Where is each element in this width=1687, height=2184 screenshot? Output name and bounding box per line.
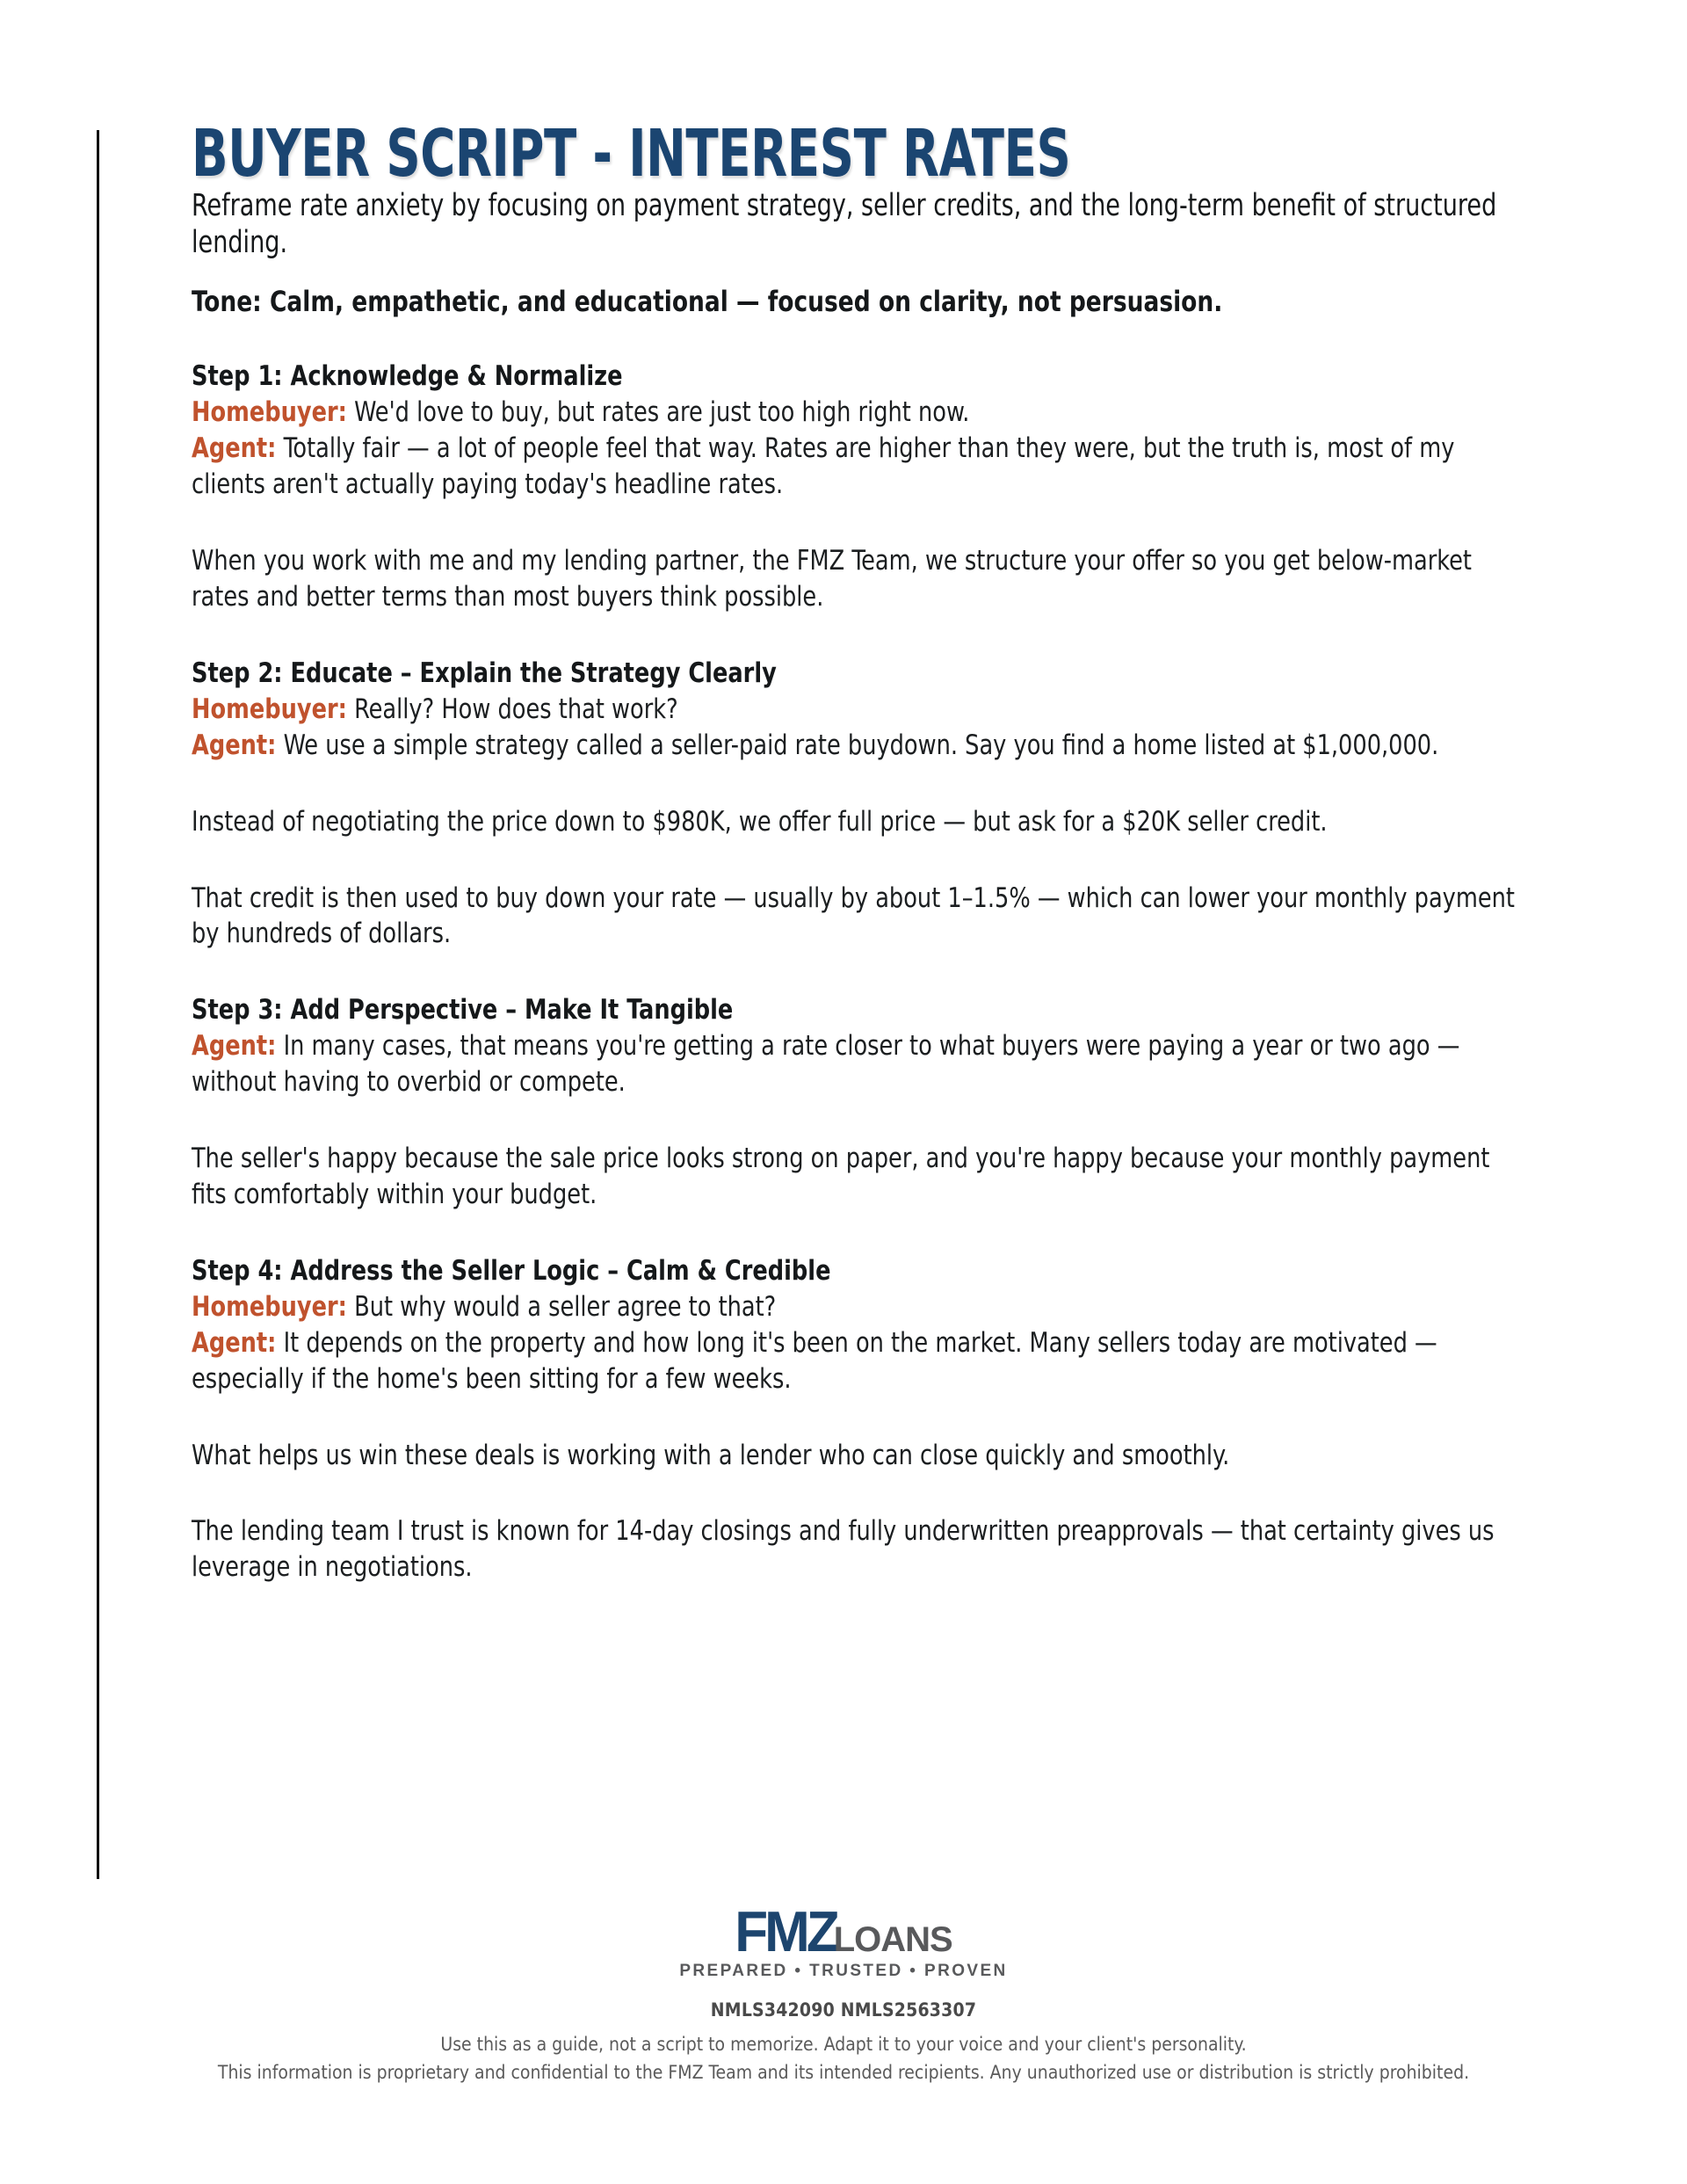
speaker-label: Homebuyer: [192,693,347,725]
page-footer [0,1900,1687,2086]
speaker-label: Homebuyer: [192,396,347,429]
step-heading: Step 1: Acknowledge & Normalize [192,360,623,393]
script-steps [192,359,1527,1585]
dialogue-line [192,431,1531,503]
narrative-paragraph: What helps us win these deals is working with a lender who can close quickly and smoothly. [192,1439,1230,1471]
step-heading: Step 2: Educate – Explain the Strategy Clearly [192,657,777,689]
logo-tagline: PREPARED • TRUSTED • PROVEN [679,1962,1008,1980]
dialogue-text: We'd love to buy, but rates are just too high right now. [346,396,970,429]
page-title: BUYER SCRIPT - INTEREST RATES [192,116,1071,192]
logo-wordmark-row [679,1900,1007,1964]
speaker-label: Agent: [192,729,277,761]
document-content [192,116,1527,1585]
logo-loans-text: LOANS [833,1920,952,1959]
dialogue-text: Really? How does that work? [346,693,678,725]
narrative-paragraph: When you work with me and my lending partner, the FMZ Team, we structure your offer so you get below-market rates and better terms than most buyers think possible. [192,545,1472,613]
dialogue-text: It depends on the property and how long it's been on the market. Many sellers today are motivated — especially if the home's been sitting for a few weeks. [192,1326,1437,1395]
fmz-loans-logo [679,1900,1008,1980]
logo-fmz-text: FMZ [735,1900,836,1964]
dialogue-text: Totally fair — a lot of people feel that way. Rates are higher than they were, but the truth is, most of my clients aren't actually paying today's headline rates. [192,432,1455,501]
step-section-1 [192,359,1527,614]
nmls-ids: NMLS342090 NMLS2563307 [710,1999,977,2021]
step-heading: Step 3: Add Perspective – Make It Tangible [192,994,734,1027]
narrative-paragraph: That credit is then used to buy down your rate — usually by about 1–1.5% — which can lower your monthly payment by hundreds of dollars. [192,882,1515,950]
narrative-paragraph: The seller's happy because the sale price looks strong on paper, and you're happy because your monthly payment fits comfortably within your budget. [192,1143,1490,1210]
dialogue-line [192,1325,1531,1397]
dialogue-text: But why would a seller agree to that? [346,1290,777,1323]
speaker-label: Agent: [192,432,277,465]
dialogue-text: In many cases, that means you're getting a rate closer to what buyers were paying a year or two ago — without having to overbid or compete. [192,1030,1460,1099]
dialogue-line [192,395,1531,431]
disclaimer-line-2: This information is proprietary and confidential to the FMZ Team and its intended recipients. Any unauthorized use or distribution is strictly prohibited. [217,2062,1470,2084]
dialogue-line [192,692,1531,728]
dialogue-line [192,728,1531,764]
speaker-label: Agent: [192,1030,277,1063]
dialogue-text: We use a simple strategy called a seller-paid rate buydown. Say you find a home listed at $1,000,000. [276,729,1439,761]
left-margin-rule [97,130,99,1879]
narrative-paragraph: The lending team I trust is known for 14-day closings and fully underwritten preapprovals — that certainty gives us leverage in negotiations. [192,1515,1495,1584]
step-section-2 [192,656,1527,952]
dialogue-line [192,1289,1531,1325]
tone-statement: Tone: Calm, empathetic, and educational — focused on clarity, not persuasion. [192,284,1223,318]
step-heading: Step 4: Address the Seller Logic – Calm & Credible [192,1254,831,1287]
speaker-label: Homebuyer: [192,1290,347,1323]
page-subtitle: Reframe rate anxiety by focusing on payment strategy, seller credits, and the long-term benefit of structured lending. [192,188,1497,260]
dialogue-line [192,1028,1531,1100]
disclaimer-line-1: Use this as a guide, not a script to memorize. Adapt it to your voice and your client's personality. [440,2034,1247,2055]
narrative-paragraph: Instead of negotiating the price down to $980K, we offer full price — but ask for a $20K seller credit. [192,805,1328,838]
speaker-label: Agent: [192,1326,277,1359]
step-section-4 [192,1253,1527,1585]
step-section-3 [192,992,1527,1213]
